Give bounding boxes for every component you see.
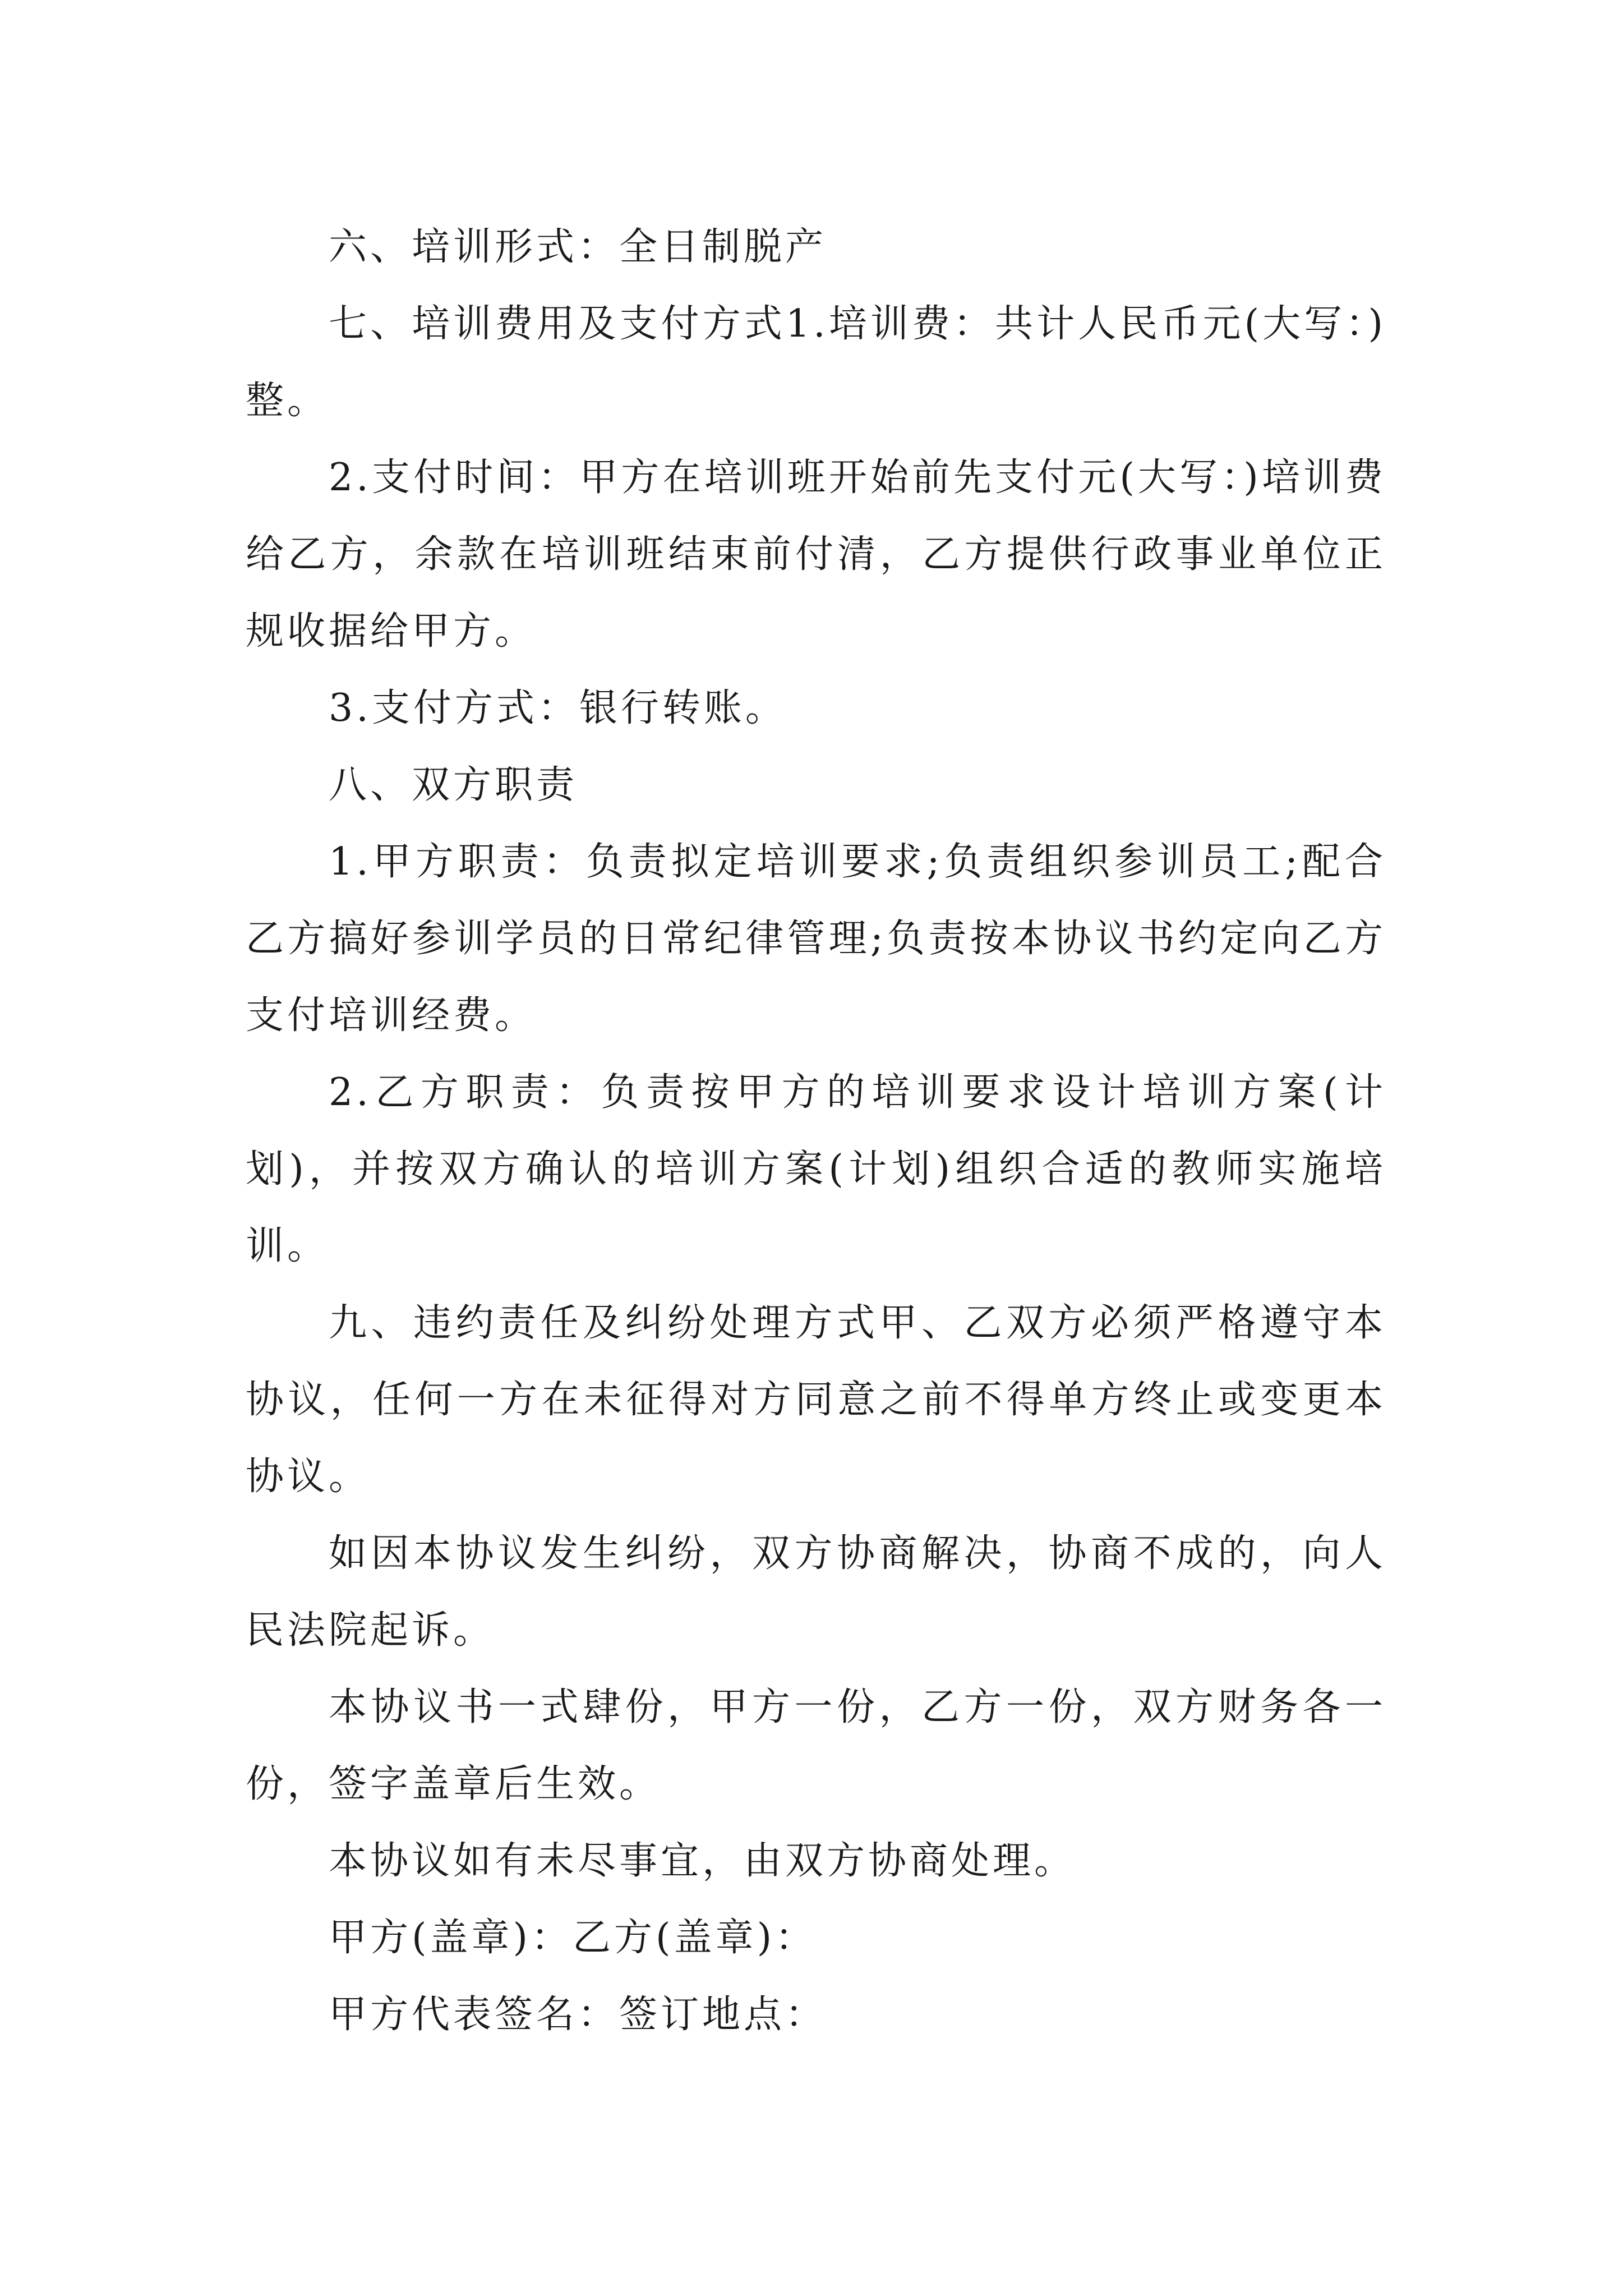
paragraph-signature: 甲方代表签名：签订地点：	[329, 1993, 827, 2037]
paragraph-training-format: 六、培训形式：全日制脱产	[329, 225, 827, 269]
paragraph-payment-method: 3.支付方式：银行转账。	[329, 686, 787, 730]
paragraph-responsibilities-heading: 八、双方职责	[329, 763, 578, 807]
paragraph-breach-liability: 九、违约责任及纠纷处理方式甲、乙双方必须严格遵守本协议，任何一方在未征得对方同意之前不得单方终止或变更本协议。	[246, 1301, 1386, 1499]
paragraph-unresolved-matters: 本协议如有未尽事宜，由双方协商处理。	[329, 1839, 1076, 1883]
paragraph-training-fee: 七、培训费用及支付方式1.培训费：共计人民币元(大写：)整。	[246, 302, 1386, 423]
paragraph-seals: 甲方(盖章)：乙方(盖章)：	[329, 1916, 817, 1960]
paragraph-party-a-duties: 1.甲方职责：负责拟定培训要求;负责组织参训员工;配合乙方搞好参训学员的日常纪律管理;负责按本协议书约定向乙方支付培训经费。	[246, 840, 1386, 1038]
document-body	[246, 209, 1386, 2053]
paragraph-dispute-resolution: 如因本协议发生纠纷，双方协商解决，协商不成的，向人民法院起诉。	[246, 1531, 1386, 1653]
paragraph-payment-time: 2.支付时间：甲方在培训班开始前先支付元(大写：)培训费给乙方，余款在培训班结束前付清，乙方提供行政事业单位正规收据给甲方。	[246, 455, 1386, 654]
paragraph-copies: 本协议书一式肆份，甲方一份，乙方一份，双方财务各一份，签字盖章后生效。	[246, 1685, 1386, 1806]
paragraph-party-b-duties: 2.乙方职责：负责按甲方的培训要求设计培训方案(计划)，并按双方确认的培训方案(计划)组织合适的教师实施培训。	[246, 1070, 1386, 1268]
